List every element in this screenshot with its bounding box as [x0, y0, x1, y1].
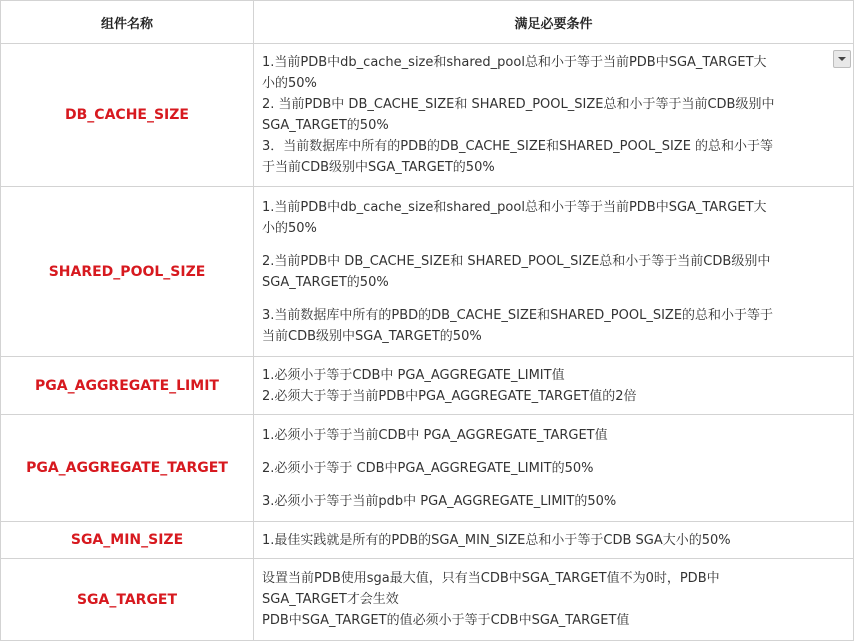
condition-line: 3.当前数据库中所有的PBD的DB_CACHE_SIZE和SHARED_POOL_SIZE的总和小于等于 [262, 307, 774, 323]
condition-line: 1.必须小于等于CDB中 PGA_AGGREGATE_LIMIT值 [262, 367, 565, 383]
condition-line: 2. 当前PDB中 DB_CACHE_SIZE和 SHARED_POOL_SIZE总和小于等于当前CDB级别中 [262, 97, 775, 112]
condition-cell [254, 415, 854, 522]
header-condition: 满足必要条件 [254, 1, 854, 44]
condition-line: 2.当前PDB中 DB_CACHE_SIZE和 SHARED_POOL_SIZE总和小于等于当前CDB级别中 [262, 253, 771, 269]
condition-line: 小的50% [262, 220, 317, 236]
condition-line: 1.当前PDB中db_cache_size和shared_pool总和小于等于当前PDB中SGA_TARGET大 [262, 199, 767, 215]
component-name: SGA_MIN_SIZE [1, 522, 254, 559]
table-row [1, 44, 854, 187]
condition-line: PDB中SGA_TARGET的值必须小于等于CDB中SGA_TARGET值 [262, 613, 630, 628]
condition-line: 3．当前数据库中所有的PDB的DB_CACHE_SIZE和SHARED_POOL_SIZE 的总和小于等 [262, 139, 774, 154]
table-row [1, 357, 854, 415]
condition-cell [254, 187, 854, 357]
component-name: DB_CACHE_SIZE [1, 44, 254, 187]
condition-line: 1.最佳实践就是所有的PDB的SGA_MIN_SIZE总和小于等于CDB SGA大小的50% [262, 532, 731, 548]
condition-line: 1.当前PDB中db_cache_size和shared_pool总和小于等于当前PDB中SGA_TARGET大 [262, 55, 767, 70]
table-row [1, 559, 854, 641]
chevron-down-icon[interactable] [833, 50, 851, 68]
condition-cell [254, 357, 854, 415]
condition-cell [254, 522, 854, 559]
condition-line: 3.必须小于等于当前pdb中 PGA_AGGREGATE_LIMIT的50% [262, 493, 617, 509]
condition-cell [254, 559, 854, 641]
condition-line: 2.必须大于等于当前PDB中PGA_AGGREGATE_TARGET值的2倍 [262, 388, 637, 404]
condition-line: 小的50% [262, 76, 317, 91]
header-component-name: 组件名称 [1, 1, 254, 44]
condition-line: SGA_TARGET的50% [262, 118, 389, 133]
condition-cell [254, 44, 854, 187]
condition-line: SGA_TARGET才会生效 [262, 592, 399, 607]
condition-line: 当前CDB级别中SGA_TARGET的50% [262, 328, 482, 344]
table-row [1, 415, 854, 522]
component-name: SGA_TARGET [1, 559, 254, 641]
condition-line: 设置当前PDB使用sga最大值，只有当CDB中SGA_TARGET值不为0时，PDB中 [262, 571, 720, 586]
table-row [1, 522, 854, 559]
condition-line: 2.必须小于等于 CDB中PGA_AGGREGATE_LIMIT的50% [262, 460, 594, 476]
component-name: SHARED_POOL_SIZE [1, 187, 254, 357]
condition-line: 1.必须小于等于当前CDB中 PGA_AGGREGATE_TARGET值 [262, 427, 608, 443]
component-name: PGA_AGGREGATE_TARGET [1, 415, 254, 522]
component-name: PGA_AGGREGATE_LIMIT [1, 357, 254, 415]
condition-line: SGA_TARGET的50% [262, 274, 389, 290]
table-header-row [1, 1, 854, 44]
table-row [1, 187, 854, 357]
condition-line: 于当前CDB级别中SGA_TARGET的50% [262, 160, 495, 175]
